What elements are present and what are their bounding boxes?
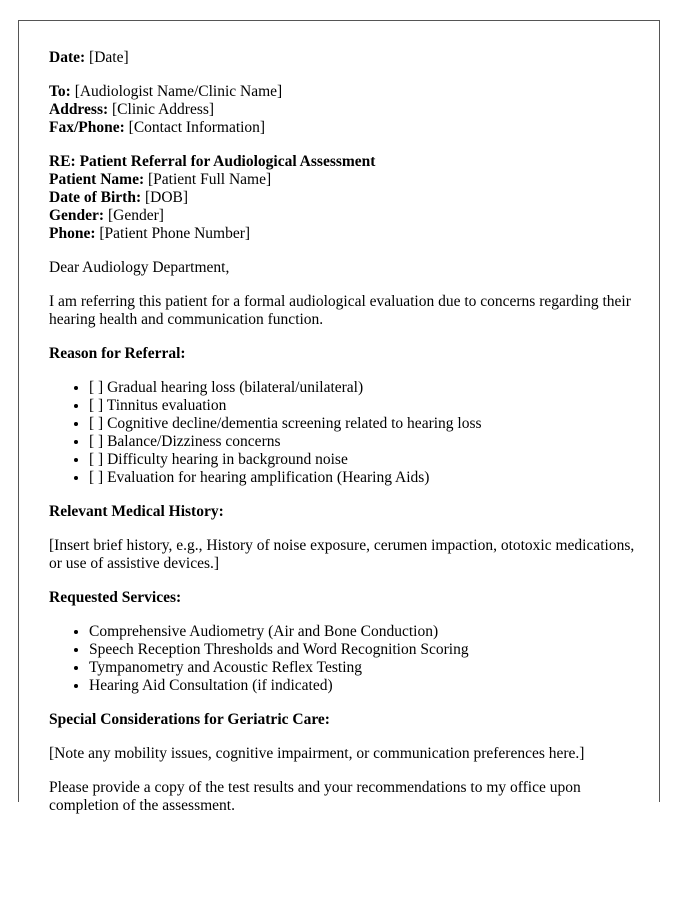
geriatric-text: [Note any mobility issues, cognitive impairment, or communication preferences here.] [49,745,585,762]
contact-label: Fax/Phone: [49,119,125,136]
date-line [49,49,635,67]
date-label: Date: [49,49,86,66]
list-item: • [ ] Balance/Dizziness concerns [89,433,635,451]
list-item: • [ ] Evaluation for hearing amplification (Hearing Aids) [89,469,635,487]
contact-value: [Contact Information] [128,119,266,136]
reason-list [49,379,635,487]
list-item: • [ ] Gradual hearing loss (bilateral/unilateral) [89,379,635,397]
list-item: • [ ] Tinnitus evaluation [89,397,635,415]
to-value: [Audiologist Name/Clinic Name] [74,83,283,100]
address-value: [Clinic Address] [112,101,215,118]
gender-line [49,207,635,225]
gender-value: [Gender] [107,207,164,224]
history-text: [Insert brief history, e.g., History of noise exposure, cerumen impaction, ototoxic medications, or use of assistive devices.] [49,537,635,572]
address-label: Address: [49,101,109,118]
phone-value: [Patient Phone Number] [99,225,251,242]
list-item: • [ ] Cognitive decline/dementia screening related to hearing loss [89,415,635,433]
address-line [49,101,635,119]
to-line [49,83,635,101]
phone-line [49,225,635,243]
phone-label: Phone: [49,225,96,242]
salutation: Dear Audiology Department, [49,259,230,276]
contact-line [49,119,635,137]
history-heading: Relevant Medical History: [49,503,224,520]
dob-value: [DOB] [145,189,189,206]
list-item: • Speech Reception Thresholds and Word Recognition Scoring [89,641,635,659]
list-item: • [ ] Difficulty hearing in background noise [89,451,635,469]
list-item: • Hearing Aid Consultation (if indicated) [89,677,635,695]
to-label: To: [49,83,71,100]
patient-name-label: Patient Name: [49,171,145,188]
patient-name-line [49,171,635,189]
reason-heading: Reason for Referral: [49,345,186,362]
recipient-block [49,83,635,137]
date-value: [Date] [89,49,129,66]
dob-label: Date of Birth: [49,189,142,206]
letter-page [18,20,660,814]
intro-paragraph: I am referring this patient for a formal audiological evaluation due to concerns regarding their hearing health and communication function. [49,293,631,328]
gender-label: Gender: [49,207,105,224]
services-list [49,623,635,695]
list-item: • Comprehensive Audiometry (Air and Bone Conduction) [89,623,635,641]
list-item: • Tympanometry and Acoustic Reflex Testing [89,659,635,677]
re-line: RE: Patient Referral for Audiological Assessment [49,153,376,170]
dob-line [49,189,635,207]
geriatric-heading: Special Considerations for Geriatric Care: [49,711,330,728]
patient-name-value: [Patient Full Name] [148,171,272,188]
patient-block [49,153,635,243]
closing-paragraph: Please provide a copy of the test results and your recommendations to my office upon completion of the assessment. [49,779,581,814]
letter-body [49,49,635,831]
services-heading: Requested Services: [49,589,182,606]
